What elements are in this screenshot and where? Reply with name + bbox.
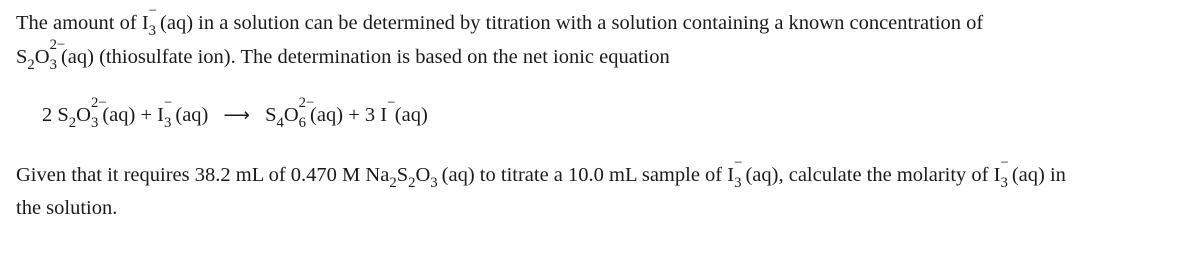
triiodide-species: I − 3 (aq) <box>157 94 209 131</box>
intro-text: The amount of <box>16 12 142 34</box>
question-text: the solution. <box>16 197 118 219</box>
thiosulfate-species: $S_2O$ 2− 3 (aq) <box>16 36 94 73</box>
question-text: Given that it requires 38.2 mL of 0.470 M <box>16 164 366 186</box>
net-ionic-equation <box>42 94 428 131</box>
question-text: in <box>1044 164 1066 186</box>
paragraph-intro-line-2 <box>16 36 670 73</box>
paragraph-question-line-1 <box>16 154 1066 191</box>
tetrathionate-species: $S_4O$ 2− 6 (aq) <box>265 94 344 131</box>
paragraph-question-line-2 <box>16 198 117 219</box>
paragraph-intro-line-1 <box>16 2 984 39</box>
question-text: , calculate the molarity of <box>778 164 994 186</box>
reaction-arrow-icon: ⟶ <box>223 105 250 126</box>
triiodide-species: I − 3 (aq) <box>993 154 1045 191</box>
intro-text: (thiosulfate ion). The determination is based on the net ionic equation <box>93 46 670 68</box>
plus-sign: + <box>348 104 360 126</box>
plus-sign: + <box>140 104 153 126</box>
question-text: to titrate a 10.0 mL sample of <box>474 164 728 186</box>
intro-text: in a solution can be determined by titration with a solution containing a known concentration of <box>193 12 984 34</box>
sodium-thiosulfate-species: $Na_2S_2O_3$ (aq) <box>365 164 475 191</box>
iodide-species: 3 I − (aq) <box>364 94 428 126</box>
thiosulfate-species: $S_2O$ 2− 3 (aq) <box>57 94 136 131</box>
coefficient: 2 <box>42 104 53 126</box>
triiodide-species: I − 3 (aq) <box>141 2 194 39</box>
triiodide-species: I − 3 (aq) <box>727 154 779 191</box>
